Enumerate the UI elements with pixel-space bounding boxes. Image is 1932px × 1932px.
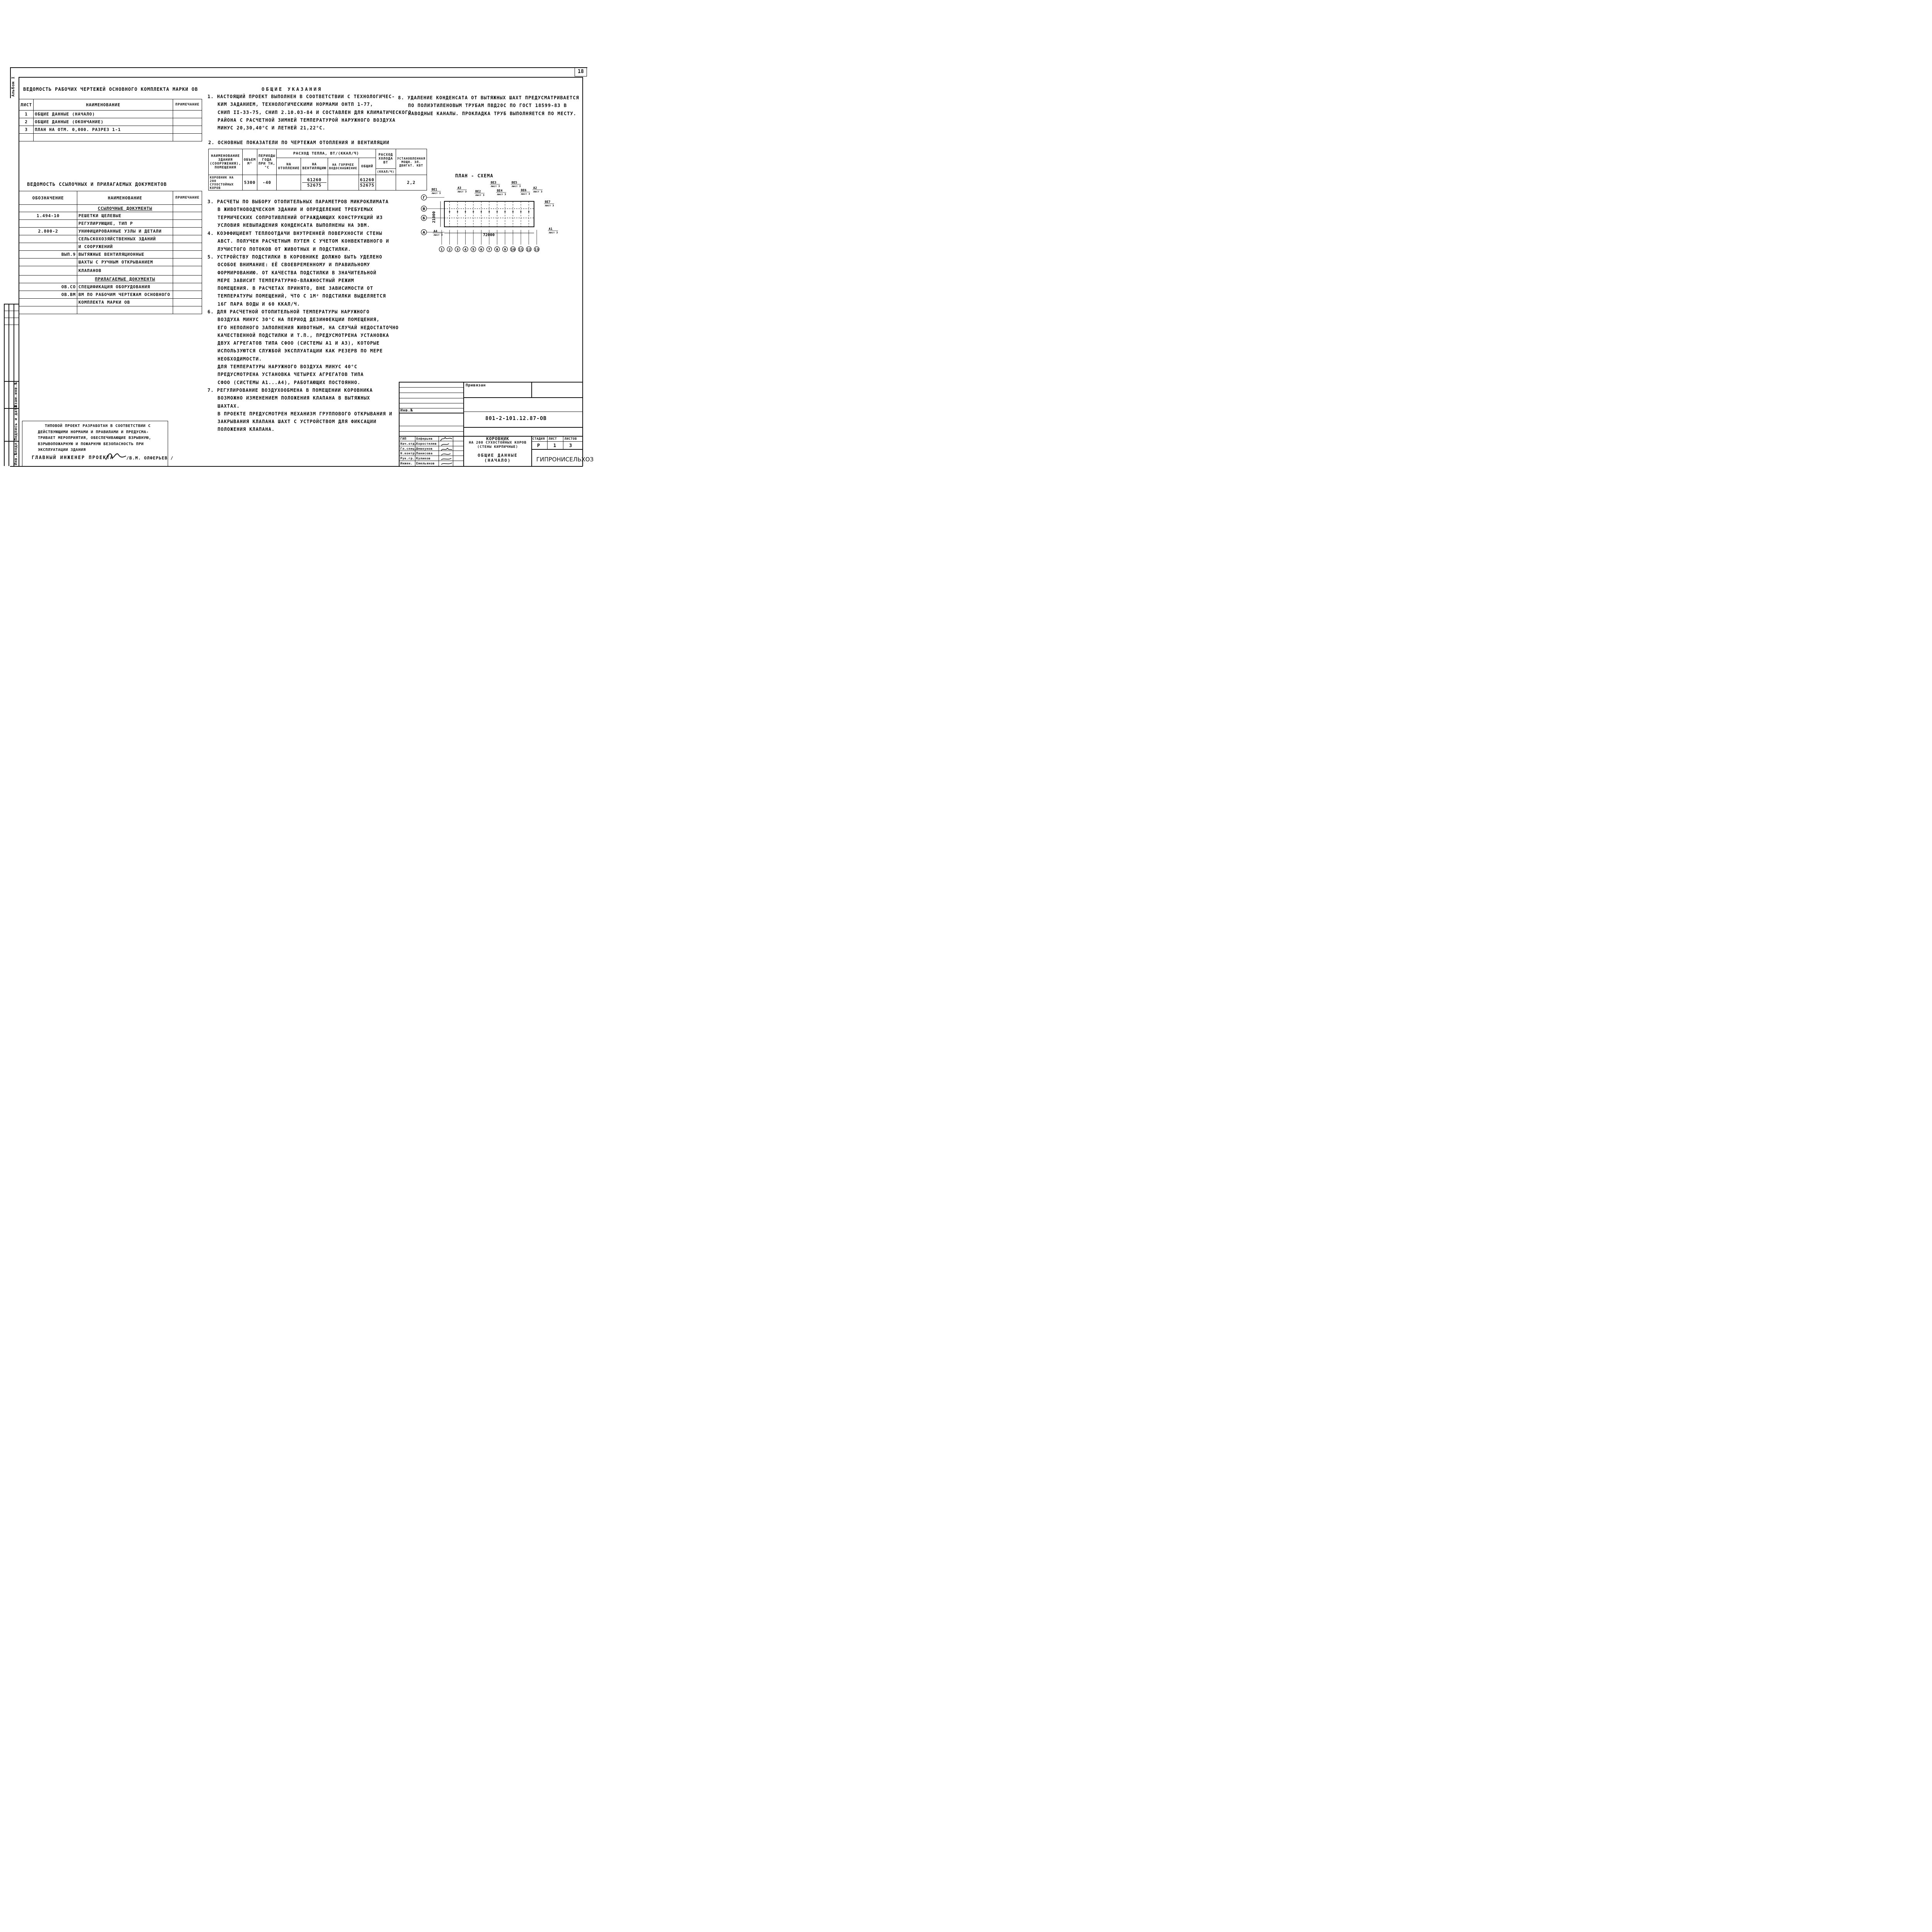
compliance-text: ТИПОВОЙ ПРОЕКТ РАЗРАБОТАН В СООТВЕТСТВИИ С ДЕЙСТВУЮЩИМИ НОРМАМИ И ПРАВИЛАМИ И ПРЕДУСМА- ТРИВАЕТ МЕРОПРИЯТИЯ, ОБЕСПЕЧИВАЮЩИЕ ВЗРЫВНУЮ, ВЗРЫВОПОЖАРНУЮ И ПОЖАРНУЮ БЕЗОПАСНОСТЬ ПРИ ЭКСПЛУАТАЦИИ ЗДАНИЯ (38, 424, 151, 452)
note-5: 5. УСТРОЙСТВУ ПОДСТИЛКИ В КОРОВНИКЕ ДОЛЖНО БЫТЬ УДЕЛЕНО ОСОБОЕ ВНИМАНИЕ: ЕЁ СВОЕВРЕМЕННОМУ И ПРАВИЛЬНОМУ ФОРМИРОВАНИЮ. ОТ КАЧЕСТВА ПОДСТИЛКИ В ЗНАЧИТЕЛЬНОЙ МЕРЕ ЗАВИСИТ ТЕМПЕРАТУРНО-ВЛАЖНОСТНЫЙ РЕЖИМ ПОМЕЩЕНИЯ. В РАСЧЕТАХ ПРИНЯТО, ВНЕ ЗАВИСИМОСТИ ОТ ТЕМПЕРАТУРЫ ПОМЕЩЕНИЙ, ЧТО С 1М² ПОДСТИЛКИ ВЫДЕЛЯЕТСЯ 16Г ПАРА ВОДЫ И 60 ККАЛ/Ч. (207, 254, 386, 307)
list-item-code (19, 220, 77, 228)
list-item-name: РЕШЕТКИ ЩЕЛЕВЫЕ (77, 212, 173, 220)
list-item-name: СЕЛЬСКОХОЗЯЙСТВЕННЫХ ЗДАНИЙ (77, 235, 173, 243)
plan-label-sub: лист 3 (457, 190, 467, 193)
name-gl-spec: Шевкунов (416, 447, 433, 451)
role-nach-otd: Нач.отд. (400, 442, 417, 446)
list-item-code: ОВ.СО (19, 283, 77, 291)
table-row-sheet: 1 (19, 111, 34, 118)
role-inzhen: Инжен. (400, 462, 413, 465)
chief-engineer: ГЛАВНЫЙ ИНЖЕНЕР ПРОЕКТА (32, 455, 114, 460)
plan-label: ВЕ6 (521, 189, 527, 192)
stamp-signature-date: Подпись и дата (14, 405, 18, 440)
frame-outer-left (10, 67, 11, 98)
sheet-value: 1 (553, 443, 557, 448)
shaft-dot (449, 211, 450, 212)
row-building: КОРОВНИК НА 200 СУХОСТОЙНЫХ КОРОВ (209, 175, 243, 190)
axis-label: 3 (456, 248, 459, 252)
list-item-code (19, 259, 77, 266)
row-heat-total: 61260 52675 (359, 175, 376, 190)
table-row-sheet (19, 134, 34, 141)
list-item-name: УНИФИЦИРОВАННЫЕ УЗЛЫ И ДЕТАЛИ (77, 228, 173, 235)
col-cold-unit: (ККАЛ/Ч) (376, 169, 396, 175)
list-item-name: СПЕЦИФИКАЦИЯ ОБОРУДОВАНИЯ (77, 283, 173, 291)
table-row-sheet: 2 (19, 118, 34, 126)
col-heat-total: ОБЩИЙ (359, 158, 376, 175)
plan-label: А2 (533, 186, 537, 190)
list-item-name: КОМПЛЕКТА МАРКИ ОВ (77, 299, 173, 306)
axis-label: 11 (519, 248, 523, 252)
axis-label: 12 (526, 248, 531, 252)
col-heat-gvs: НА ГОРЯЧЕЕ ВОДОСНАБЖЕНИЕ (328, 158, 359, 175)
name-n-kontr: Панисова (416, 452, 433, 455)
axis-label: 6 (480, 248, 483, 252)
col-building-name: НАИМЕНОВАНИЕ ЗДАНИЯ (СООРУЖЕНИЯ), ПОМЕЩЕНИЯ (209, 149, 243, 175)
plan-label-sub: лист 3 (434, 233, 443, 236)
refs-list-table (19, 191, 202, 314)
signatures (439, 436, 454, 467)
plan-label: ВЕ1 (432, 188, 437, 191)
table-row-name: ОБЩИЕ ДАННЫЕ (НАЧАЛО) (34, 111, 173, 118)
plan-label: ВЕ4 (497, 189, 503, 192)
axis-label: 9 (504, 248, 506, 252)
plan-label: ВЕ5 (512, 181, 517, 184)
shaft-dot (497, 211, 498, 212)
plan-label: ВЕ2 (475, 190, 481, 193)
axis-label: В (422, 207, 425, 211)
note-7: 7. РЕГУЛИРОВАНИЕ ВОЗДУХООБМЕНА В ПОМЕЩЕНИИ КОРОВНИКА ВОЗМОЖНО ИЗМЕНЕНИЕМ ПОЛОЖЕНИЯ КЛАПАНА В ВЫТЯЖНЫХ ШАХТАХ. В ПРОЕКТЕ ПРЕДУСМОТРЕН МЕХАНИЗМ ГРУППОВОГО ОТКРЫВАНИЯ И ЗАКРЫВАНИЯ КЛАПАНА ШАХТ С УСТРОЙСТВОМ ДЛЯ ФИКСАЦИИ ПОЛОЖЕНИЯ КЛАПАНА. (207, 388, 393, 432)
axis-label: 4 (464, 248, 467, 252)
row-period: -40 (257, 175, 277, 190)
axis-label: 13 (534, 248, 539, 252)
shaft-dot (504, 211, 505, 212)
document-code: 801-2-101.12.87-ОВ (485, 416, 547, 422)
table-row-note (173, 111, 202, 118)
stamp-inv-podl: Инв.№подл. (14, 440, 18, 465)
note-3: 3. РАСЧЕТЫ ПО ВЫБОРУ ОТОПИТЕЛЬНЫХ ПАРАМЕТРОВ МИКРОКЛИМАТА В ЖИВОТНОВОДЧЕСКОМ ЗДАНИИ И ОПРЕДЕЛЕНИЕ ТРЕБУЕМЫХ ТЕРМИЧЕСКИХ СОПРОТИВЛЕНИЙ ОГРАЖДАЮЩИХ КОНСТРУКЦИЙ ИЗ УСЛОВИЯ НЕВЫПАДЕНИЯ КОНДЕНСАТА ВЫПОЛНЕНЫ НА ЭВМ. (207, 199, 389, 228)
col-heat-vent: НА ВЕНТИЛЯЦИЮ (301, 158, 328, 175)
plan-scheme (417, 180, 564, 257)
list-item-name (77, 306, 173, 314)
list-item-code (19, 299, 77, 306)
list-item-name: КЛАПАНОВ (77, 266, 173, 276)
note-8: 8. УДАЛЕНИЕ КОНДЕНСАТА ОТ ВЫТЯЖНЫХ ШАХТ ПРЕДУСМАТРИВАЕТСЯ ПО ПОЛИЭТИЛЕНОВЫМ ТРУБАМ ПВД20С ПО ГОСТ 18599-83 В НАВОДНЫЕ КАНАЛЫ. ПРОКЛАДКА ТРУБ ВЫПОЛНЯЕТСЯ ПО МЕСТУ. (398, 95, 579, 116)
note-4: 4. КОЭФФИЦИЕНТ ТЕПЛООТДАЧИ ВНУТРЕННЕЙ ПОВЕРХНОСТИ СТЕНЫ ΑВСТ. ПОЛУЧЕН РАСЧЕТНЫМ ПУТЕМ С УЧЕТОМ КОНВЕКТИВНОГО И ЛУЧИСТОГО ПОТОКОВ ОТ ЖИВОТНЫХ И ПОДСТИЛКИ. (207, 231, 389, 252)
sheets-header: ЛИСТОВ (565, 437, 577, 440)
frame-top-line (10, 67, 587, 68)
shaft-dot (457, 211, 458, 212)
col-refnote-header: ПРИМЕЧАНИЕ (173, 191, 202, 205)
album-label: Альбом I (11, 76, 15, 97)
col-note-header: ПРИМЕЧАНИЕ (173, 99, 202, 111)
name-inzhen: Емельянов (416, 462, 435, 465)
axis-label: 1 (440, 248, 443, 252)
name-ruk-gr: Куликов (416, 457, 431, 460)
list-item-code (19, 266, 77, 276)
frame-inner-top (19, 77, 583, 78)
list-item-code: 1.494-10 (19, 212, 77, 220)
table-row-name: ПЛАН НА ОТМ. 0,000. РАЗРЕЗ 1-1 (34, 126, 173, 134)
list-item-code (19, 235, 77, 243)
section-att: ПРИЛАГАЕМЫЕ ДОКУМЕНТЫ (77, 276, 173, 283)
shaft-dot (520, 211, 521, 212)
plan-label-sub: лист 3 (475, 194, 485, 197)
object-name: КОРОВНИК НА 200 СУХОСТОЙНЫХ КОРОВ (СТЕНЫ КИРПИЧНЫЕ) (469, 436, 527, 449)
dim-length: 72000 (483, 233, 495, 237)
plan-label-sub: лист 3 (549, 231, 558, 234)
sheet-title: ОБЩИЕ ДАННЫЕ (НАЧАЛО) (478, 453, 518, 463)
list-item-code (19, 243, 77, 251)
table-row-name: ОБЩИЕ ДАННЫЕ (ОКОНЧАНИЕ) (34, 118, 173, 126)
plan-label-sub: лист 3 (432, 192, 441, 195)
shaft-dot (465, 211, 466, 212)
axis-label: Б (422, 216, 425, 221)
shaft-dot (488, 211, 490, 212)
col-refname-header: НАИМЕНОВАНИЕ (77, 191, 173, 205)
stage-value: Р (537, 443, 541, 448)
row-power: 2,2 (396, 175, 427, 190)
inv-label: Инв.№ (400, 408, 413, 413)
note-1: 1. НАСТОЯЩИЙ ПРОЕКТ ВЫПОЛНЕН В СООТВЕТСТВИИ С ТЕХНОЛОГИЧЕС- КИМ ЗАДАНИЕМ, ТЕХНОЛОГИЧЕСКИМИ НОРМАМИ ОНТП 1-77, СНИП II-33-75, СНИП 2.10.03-84 И СОСТАВЛЕН ДЛЯ КЛИМАТИЧЕСКОГО РАЙОНА С РАСЧЕТНОЙ ЗИМНЕЙ ТЕМПЕРАТУРОЙ НАРУЖНОГО ВОЗДУХА МИНУС 20,30,40°С И ЛЕТНЕЙ 21,22°С. (207, 94, 412, 131)
plan-label: А3 (457, 186, 461, 190)
sheets-value: 3 (569, 443, 573, 448)
col-heat-otop: НА ОТОПЛЕНИЕ (277, 158, 301, 175)
col-power: УСТАНОВЛЕННАЯ МОЩН. ЭЛ. ДВИГАТ. КВТ (396, 149, 427, 175)
row-volume: 5300 (242, 175, 257, 190)
stamp-vzam-inv: Взам.инв.№ (14, 382, 18, 407)
plan-label-sub: лист 3 (512, 185, 521, 188)
sheet-header: ЛИСТ (549, 437, 557, 440)
row-cold (376, 175, 396, 190)
col-volume: ОБЪЕМ М³ (242, 149, 257, 175)
axis-label: 10 (510, 248, 515, 252)
list-item-name: ВЫТЯЖНЫЕ ВЕНТИЛЯЦИОННЫЕ (77, 251, 173, 259)
col-name-header: НАИМЕНОВАНИЕ (34, 99, 173, 111)
plan-label-sub: лист 3 (491, 185, 500, 188)
col-code-header: ОБОЗНАЧЕНИЕ (19, 191, 77, 205)
list-item-name: ШАХТЫ С РУЧНЫМ ОТКРЫВАНИЕМ (77, 259, 173, 266)
dim-width: 21000 (432, 211, 436, 223)
table-row-note (173, 134, 202, 141)
list-item-code: 2.800-2 (19, 228, 77, 235)
drawings-list-title: ВЕДОМОСТЬ РАБОЧИХ ЧЕРТЕЖЕЙ ОСНОВНОГО КОМПЛЕКТА МАРКИ ОВ (23, 87, 198, 92)
plan-label: ВЕ7 (545, 200, 551, 204)
table-row-note (173, 126, 202, 134)
plan-title: ПЛАН - СХЕМА (455, 173, 493, 179)
shaft-dot (528, 211, 529, 212)
plan-label: А4 (434, 230, 437, 233)
shaft-dot (512, 211, 514, 212)
row-heat-vent: 61260 52675 (301, 175, 328, 190)
chief-signature (104, 451, 128, 462)
organization: ГИПРОНИСЕЛЬХОЗ (536, 456, 594, 463)
col-heat: РАСХОД ТЕПЛА, ВТ/(ККАЛ/Ч) (277, 149, 376, 158)
row-heat-gvs (328, 175, 359, 190)
plan-label: А1 (549, 227, 553, 231)
role-n-kontr: Н.контр. (400, 452, 417, 455)
axis-label: 2 (448, 248, 451, 252)
indicators-table (208, 149, 427, 190)
section-ref: ССЫЛОЧНЫЕ ДОКУМЕНТЫ (77, 205, 173, 212)
drawings-list-table (19, 99, 202, 141)
general-title: ОБЩИЕ УКАЗАНИЯ (262, 87, 323, 92)
shaft-dot (473, 211, 474, 212)
axis-label: А (422, 231, 425, 235)
table-row-sheet: 3 (19, 126, 34, 134)
row-heat-otop (277, 175, 301, 190)
list-item-code: ВЫП.9 (19, 251, 77, 259)
table-row-name (34, 134, 173, 141)
sheet-number-box (575, 67, 587, 77)
name-gip: Олферьев (416, 437, 433, 440)
note-6: 6. ДЛЯ РАСЧЕТНОЙ ОТОПИТЕЛЬНОЙ ТЕМПЕРАТУРЫ НАРУЖНОГО ВОЗДУХА МИНУС 30°С НА ПЕРИОД ДЕЗИНФЕКЦИИ ПОМЕЩЕНИЯ, ЕГО НЕПОЛНОГО ЗАПОЛНЕНИЯ ЖИВОТНЫМ, НА СЛУЧАЙ НЕДОСТАТОЧНО КАЧЕСТВЕННОЙ ПОДСТИЛКИ И Т.П., ПРЕДУСМОТРЕНА УСТАНОВКА ДВУХ АГРЕГАТОВ ТИПА СФОО (СИСТЕМЫ А1 И А3), КОТОРЫЕ ИСПОЛЬЗУЮТСЯ СЛУЖБОЙ ЭКСПЛУАТАЦИИ КАК РЕЗЕРВ ПО МЕРЕ НЕОБХОДИМОСТИ. ДЛЯ ТЕМПЕРАТУРЫ НАРУЖНОГО ВОЗДУХА МИНУС 40°С ПРЕДУСМОТРЕНА УСТАНОВКА ЧЕТЫРЕХ АГРЕГАТОВ ТИПА СФОО (СИСТЕМЫ А1...А4), РАБОТАЮЩИХ ПОСТОЯННО. (207, 309, 399, 385)
role-gip: ГИП (400, 437, 406, 440)
plan-label-sub: лист 3 (521, 192, 530, 196)
plan-label-sub: лист 3 (545, 204, 554, 207)
list-item-code: ОВ.ВМ (19, 291, 77, 299)
plan-label-sub: лист 3 (533, 190, 543, 193)
name-nach-otd: Коростелев (416, 442, 437, 446)
role-gl-spec: Гл.спец. (400, 447, 417, 451)
col-sheet-header: ЛИСТ (19, 99, 34, 111)
role-ruk-gr: Рук.гр. (400, 457, 415, 460)
privyazan-label: Привязан (466, 383, 486, 388)
plan-label: ВЕ3 (491, 181, 497, 184)
col-cold: РАСХОД ХОЛОДА ВТ (376, 149, 396, 169)
axis-label: 5 (472, 248, 474, 252)
list-item-name: И СООРУЖЕНИЙ (77, 243, 173, 251)
table-row-note (173, 118, 202, 126)
chief-name: /В.М. ОЛФЕРЬЕВ / (126, 456, 173, 461)
list-item-name: ВМ ПО РАБОЧИМ ЧЕРТЕЖАМ ОСНОВНОГО (77, 291, 173, 299)
axis-label: 7 (488, 248, 490, 252)
list-item-name: РЕГУЛИРУЮЩИЕ, ТИП Р (77, 220, 173, 228)
list-item-code (19, 306, 77, 314)
col-period: ПЕРИОДЫ ГОДА ПРИ TН,°С (257, 149, 277, 175)
shaft-dot (481, 211, 482, 212)
axis-label: Г (423, 196, 425, 200)
sheet-number: 18 (578, 69, 584, 75)
stage-header: СТАДИЯ (532, 437, 545, 440)
note-2-title: 2. ОСНОВНЫЕ ПОКАЗАТЕЛИ ПО ЧЕРТЕЖАМ ОТОПЛЕНИЯ И ВЕНТИЛЯЦИИ (208, 140, 389, 145)
refs-list-title: ВЕДОМОСТЬ ССЫЛОЧНЫХ И ПРИЛАГАЕМЫХ ДОКУМЕНТОВ (27, 182, 167, 187)
plan-label-sub: лист 3 (497, 193, 506, 196)
axis-label: 8 (496, 248, 498, 252)
